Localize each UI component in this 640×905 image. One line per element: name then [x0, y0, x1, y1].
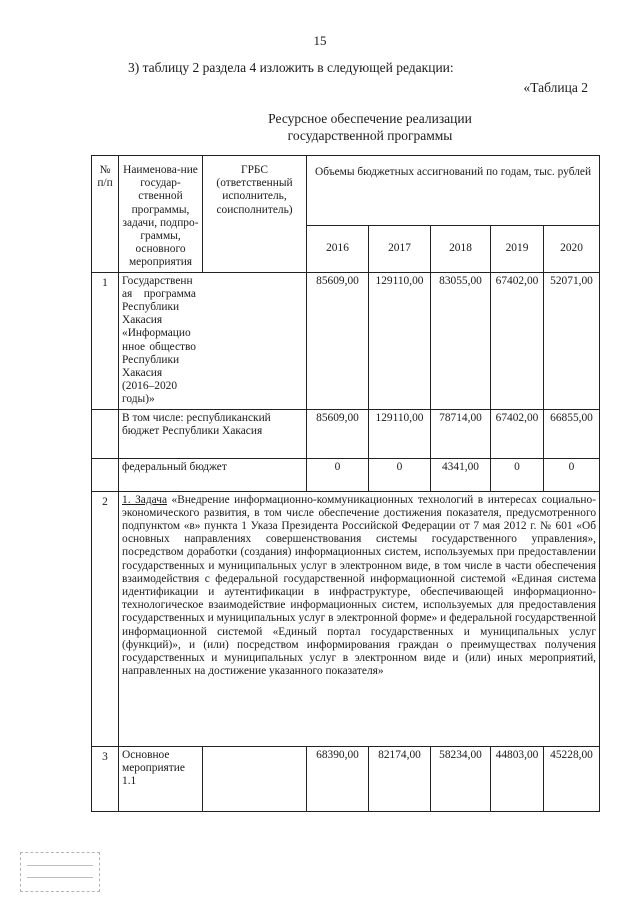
table-label: «Таблица 2	[523, 80, 588, 95]
row-num: 3	[92, 746, 119, 811]
row-name: Основное мероприятие 1.1	[119, 746, 203, 811]
row-value: 82174,00	[369, 746, 431, 811]
header-grbs: ГРБС (ответственный исполнитель, соисполнитель)	[203, 156, 307, 273]
header-name: Наименова-ние государ-ственной программы, задачи, подпро-граммы, основного мероприятия	[119, 156, 203, 273]
table-title-line1: Ресурсное обеспечение реализации	[268, 111, 472, 126]
row-value: 67402,00	[491, 409, 544, 458]
row-value: 0	[544, 458, 600, 491]
row-value: 0	[307, 458, 369, 491]
header-volumes: Объемы бюджетных ассигнований по годам, тыс. рублей	[307, 156, 600, 226]
row-value: 4341,00	[431, 458, 491, 491]
table-row	[92, 409, 600, 458]
intro-text: 3) таблицу 2 раздела 4 изложить в следующей редакции:	[128, 60, 454, 75]
row-num: 1	[92, 272, 119, 409]
row-num	[92, 458, 119, 491]
header-year: 2016	[307, 225, 369, 272]
table-row	[92, 491, 600, 746]
row-value: 67402,00	[491, 272, 544, 409]
row-num	[92, 409, 119, 458]
header-year: 2019	[491, 225, 544, 272]
row-value: 78714,00	[431, 409, 491, 458]
table-row	[92, 746, 600, 811]
row-value: 68390,00	[307, 746, 369, 811]
task-label: 1. Задача	[122, 493, 168, 506]
resource-table	[91, 155, 600, 812]
row-grbs	[203, 746, 307, 811]
header-year: 2017	[369, 225, 431, 272]
header-year: 2020	[544, 225, 600, 272]
row-value: 58234,00	[431, 746, 491, 811]
row-name: федеральный бюджет	[119, 458, 307, 491]
row-value: 129110,00	[369, 409, 431, 458]
table-row	[92, 272, 600, 409]
header-year: 2018	[431, 225, 491, 272]
row-value: 44803,00	[491, 746, 544, 811]
row-value: 85609,00	[307, 409, 369, 458]
stamp-mark	[20, 852, 100, 892]
row-value: 85609,00	[307, 272, 369, 409]
header-num: № п/п	[92, 156, 119, 273]
row-value: 52071,00	[544, 272, 600, 409]
task-description	[119, 491, 600, 746]
row-name: В том числе: республиканский бюджет Республики Хакасия	[119, 409, 307, 458]
row-num: 2	[92, 491, 119, 746]
row-value: 45228,00	[544, 746, 600, 811]
row-value: 66855,00	[544, 409, 600, 458]
header-row	[92, 156, 600, 226]
row-value: 0	[491, 458, 544, 491]
table-title-line2: государственной программы	[287, 128, 453, 143]
row-value: 83055,00	[431, 272, 491, 409]
row-name: Государственная программа Республики Хакасия «Информационное общество Республики Хакасия (2016–2020 годы)»	[119, 272, 307, 409]
row-value: 129110,00	[369, 272, 431, 409]
task-text: «Внедрение информационно-коммуникационных технологий в интересах социально-экономического развития, в том числе обеспечение достижения показателя, предусмотренного подпунктом «в» пункта 1 Указа Президента Российской Федерации от 7 мая 2012 г. № 601 «Об основных направлениях совершенствования системы государственного управления», посредством доработки (создания) информационных систем, используемых при предоставлении государственных и муниципальных услуг в электронном виде, в том числе в части обеспечения взаимодействия с федеральной государственной информационной системой «Единая система идентификации и аутентификации в инфраструктуре, обеспечивающей информационно-технологическое взаимодействие информационных систем, используемых для предоставления государственных и муниципальных услуг в электронной форме» и федеральной государственной информационной системой «Единый портал государственных и муниципальных услуг (функций)», и (или) посредством информирования граждан о преимуществах получения государственных и муниципальных услуг в электронном виде и (или) иных мероприятий, направленных на достижение указанного показателя»	[122, 493, 597, 678]
table-row	[92, 458, 600, 491]
table-title	[200, 110, 540, 144]
page-number: 15	[313, 33, 327, 48]
row-value: 0	[369, 458, 431, 491]
